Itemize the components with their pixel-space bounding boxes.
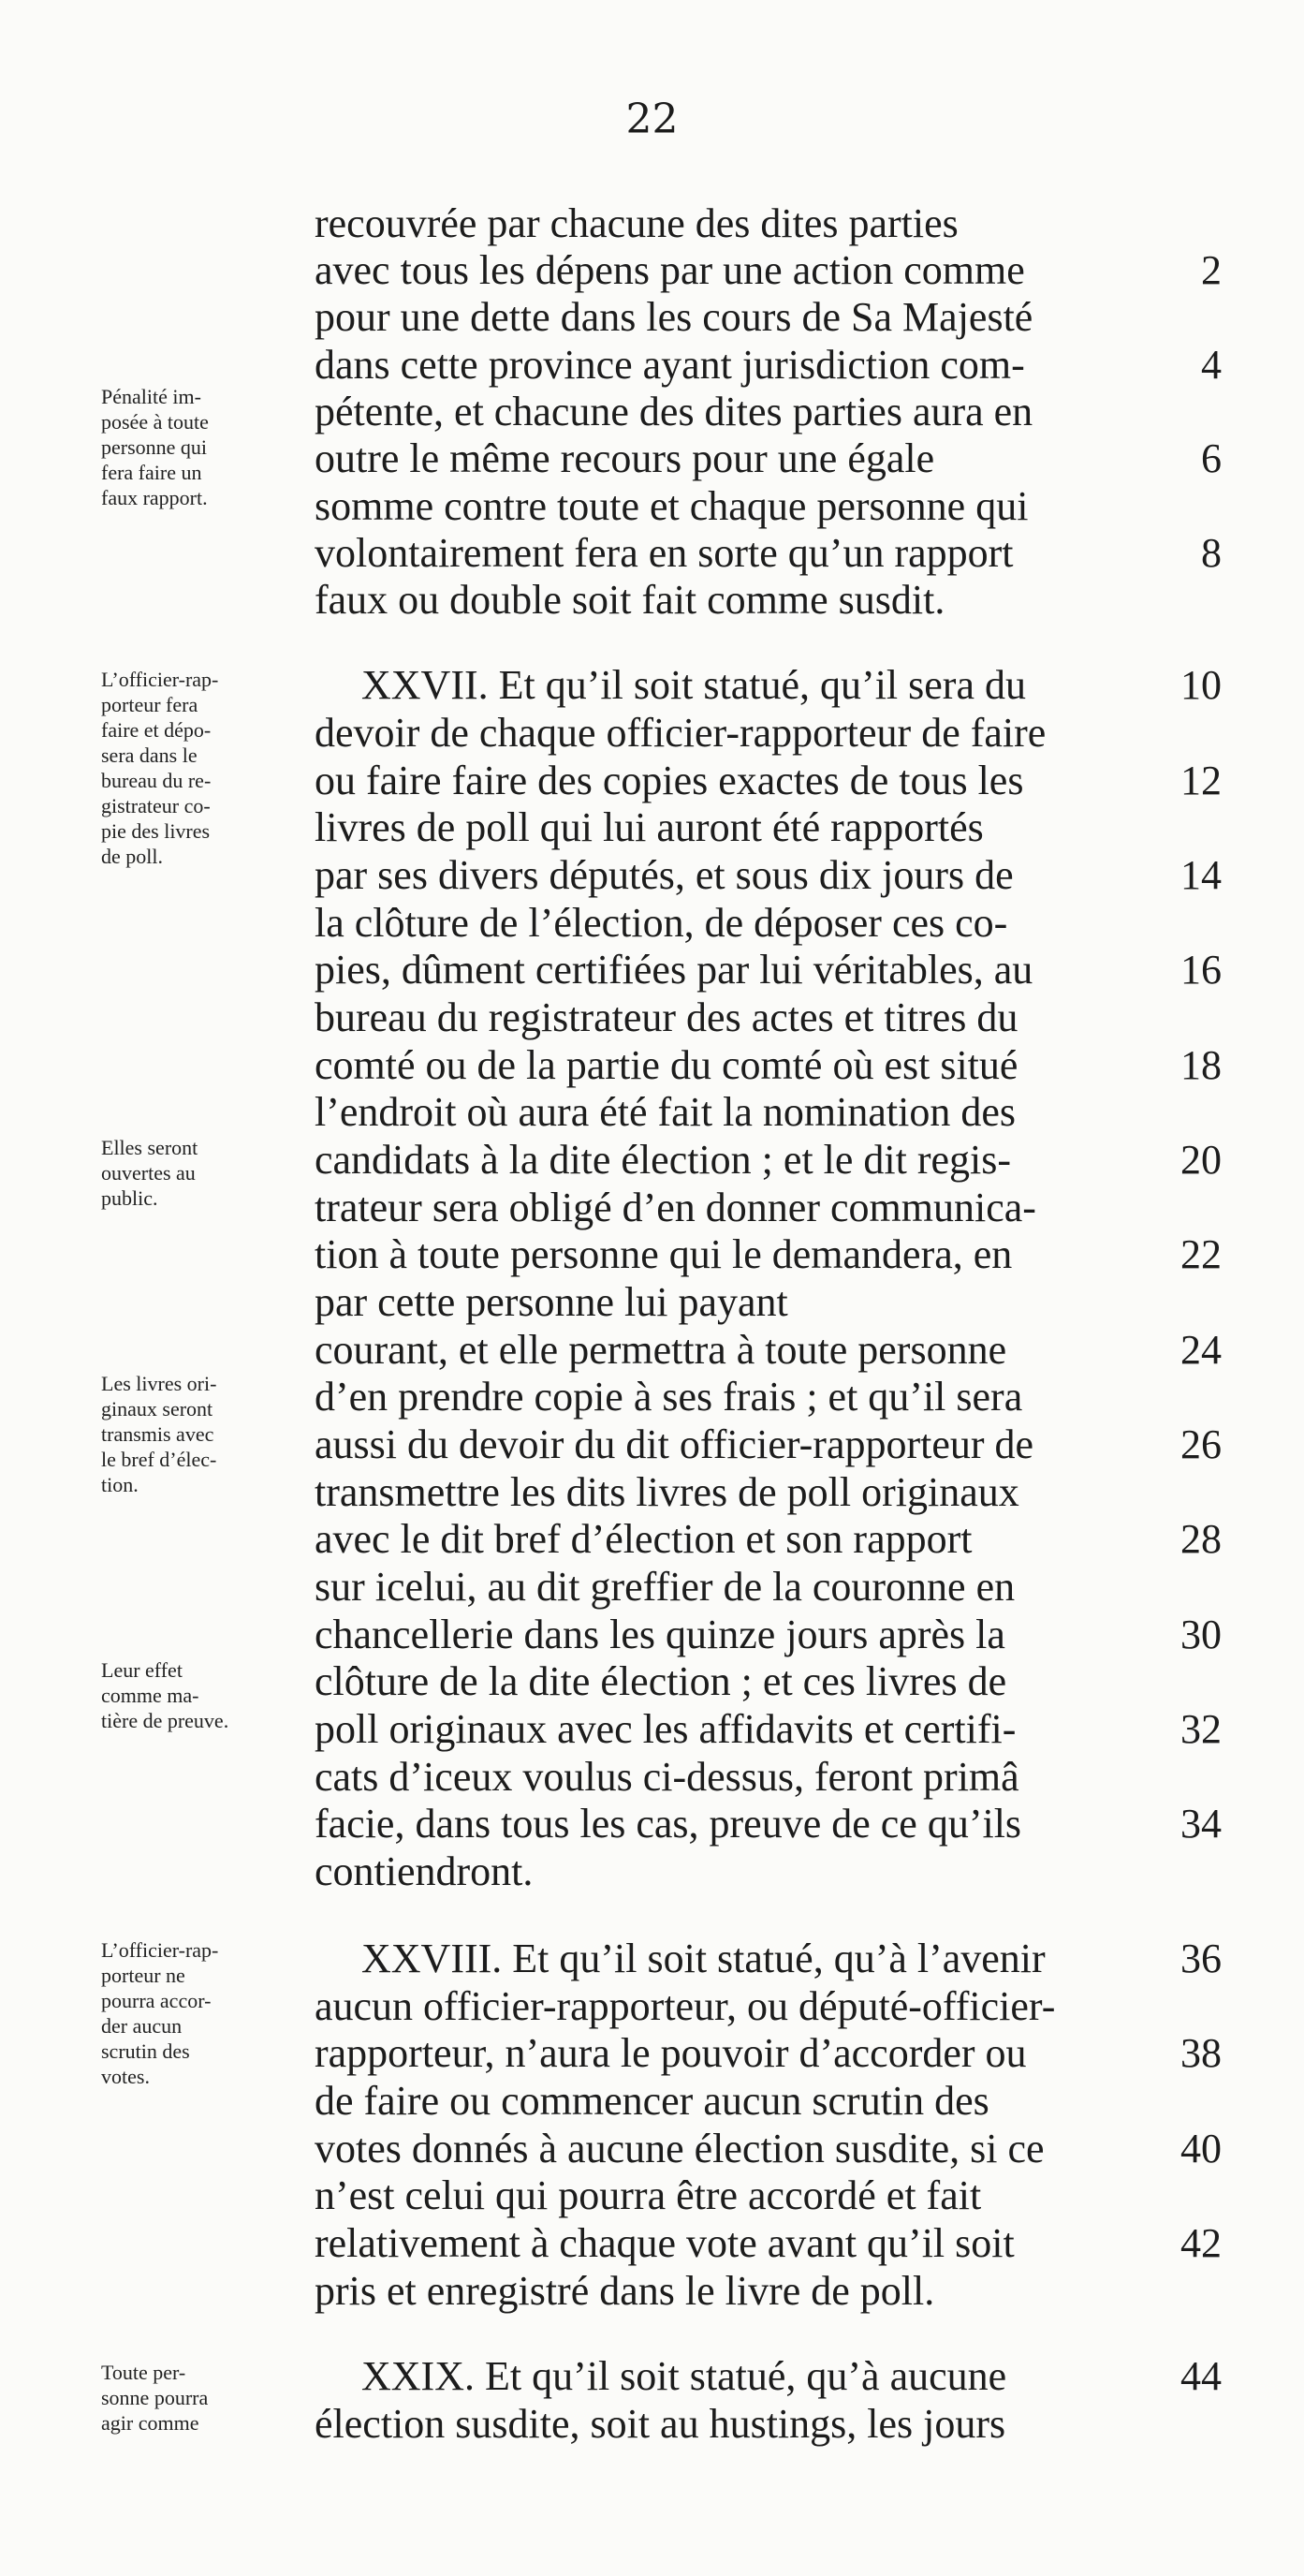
text-line: outre le même recours pour une égale	[315, 435, 935, 481]
line-number: 26	[1180, 1421, 1222, 1467]
line-number: 36	[1180, 1936, 1222, 1981]
section-heading-xxix: XXIX. Et qu’il soit statué, qu’à aucune	[361, 2353, 1007, 2399]
margin-note: Toute per- sonne pourra agir comme	[101, 2361, 209, 2435]
text-line: volontairement fera en sorte qu’un rapport	[315, 530, 1014, 576]
line-number: 12	[1180, 758, 1222, 803]
line-number: 22	[1180, 1231, 1222, 1277]
text-line: ou faire faire des copies exactes de tous les	[315, 758, 1024, 803]
line-number: 34	[1180, 1801, 1222, 1847]
text-line: aussi du devoir du dit officier-rapporteur de	[315, 1421, 1034, 1467]
margin-note: Pénalité im- posée à toute personne qui fera faire un faux rapport.	[101, 385, 209, 509]
line-number: 6	[1201, 435, 1222, 481]
margin-note: L’officier-rap- porteur fera faire et dépo- sera dans le bureau du re- gistrateur co- pie des livres de poll.	[101, 668, 219, 868]
line-number: 8	[1201, 530, 1222, 576]
line-number: 10	[1180, 662, 1222, 708]
text-line: n’est celui qui pourra être accordé et fait	[315, 2172, 982, 2218]
line-number: 40	[1180, 2126, 1222, 2171]
text-line: votes donnés à aucune élection susdite, si ce	[315, 2126, 1045, 2171]
text-line: facie, dans tous les cas, preuve de ce qu’ils	[315, 1801, 1022, 1847]
line-number: 24	[1180, 1327, 1222, 1373]
line-number: 32	[1180, 1706, 1222, 1752]
line-number: 2	[1201, 247, 1222, 293]
text-line: la clôture de l’élection, de déposer ces co-	[315, 900, 1008, 946]
text-line: trateur sera obligé d’en donner communica-	[315, 1185, 1036, 1230]
text-line: élection susdite, soit au hustings, les jours	[315, 2401, 1006, 2447]
text-line: poll originaux avec les affidavits et certifi-	[315, 1706, 1017, 1752]
line-number: 18	[1180, 1042, 1222, 1088]
text-line: par ses divers députés, et sous dix jours de	[315, 852, 1014, 898]
line-number: 42	[1180, 2220, 1222, 2266]
section-heading-xxvii: XXVII. Et qu’il soit statué, qu’il sera du	[361, 662, 1026, 708]
margin-note: L’officier-rap- porteur ne pourra accor- der aucun scrutin des votes.	[101, 1938, 219, 2088]
text-line: pris et enregistré dans le livre de poll.	[315, 2268, 935, 2314]
line-number: 38	[1180, 2030, 1222, 2076]
text-line: rapporteur, n’aura le pouvoir d’accorder ou	[315, 2030, 1027, 2076]
text-line: clôture de la dite élection ; et ces livres de	[315, 1658, 1007, 1704]
text-line: chancellerie dans les quinze jours après la	[315, 1612, 1005, 1657]
line-number: 28	[1180, 1516, 1222, 1562]
margin-note: Les livres ori- ginaux seront transmis avec le bref d’élec- tion.	[101, 1372, 217, 1496]
section-heading-xxviii: XXVIII. Et qu’il soit statué, qu’à l’avenir	[361, 1936, 1046, 1981]
text-line: recouvrée par chacune des dites parties	[315, 200, 959, 246]
text-line: courant, et elle permettra à toute personne	[315, 1327, 1007, 1373]
line-number: 20	[1180, 1137, 1222, 1183]
text-line: de faire ou commencer aucun scrutin des	[315, 2078, 989, 2124]
text-line: pies, dûment certifiées par lui véritables, au	[315, 947, 1033, 993]
text-line: par cette personne lui payant	[315, 1279, 788, 1325]
text-line: pour une dette dans les cours de Sa Majesté	[315, 294, 1033, 340]
text-line: faux ou double soit fait comme susdit.	[315, 577, 945, 623]
text-line: tion à toute personne qui le demandera, en	[315, 1231, 1013, 1277]
text-line: dans cette province ayant jurisdiction com-	[315, 342, 1025, 388]
text-line: aucun officier-rapporteur, ou député-officier-	[315, 1983, 1056, 2029]
margin-note: Elles seront ouvertes au public.	[101, 1136, 198, 1210]
text-line: cats d’iceux voulus ci-dessus, feront primâ	[315, 1754, 1019, 1800]
text-line: comté ou de la partie du comté où est situé	[315, 1042, 1018, 1088]
text-line: relativement à chaque vote avant qu’il soit	[315, 2220, 1015, 2266]
text-line: contiendront.	[315, 1848, 534, 1894]
text-line: transmettre les dits livres de poll originaux	[315, 1469, 1019, 1515]
text-line: d’en prendre copie à ses frais ; et qu’il sera	[315, 1374, 1023, 1420]
text-line: devoir de chaque officier-rapporteur de faire	[315, 710, 1047, 756]
line-number: 14	[1180, 852, 1222, 898]
line-number: 30	[1180, 1612, 1222, 1657]
text-line: avec le dit bref d’élection et son rapport	[315, 1516, 973, 1562]
text-line: candidats à la dite élection ; et le dit regis-	[315, 1137, 1012, 1183]
text-line: sur icelui, au dit greffier de la couronne en	[315, 1564, 1016, 1610]
line-number: 16	[1180, 947, 1222, 993]
line-number: 44	[1180, 2353, 1222, 2399]
text-line: bureau du registrateur des actes et titres du	[315, 994, 1018, 1040]
text-line: l’endroit où aura été fait la nomination des	[315, 1089, 1016, 1135]
text-line: somme contre toute et chaque personne qui	[315, 483, 1029, 529]
text-line: livres de poll qui lui auront été rapportés	[315, 804, 984, 850]
text-line: pétente, et chacune des dites parties aura en	[315, 389, 1033, 434]
line-number: 4	[1201, 342, 1222, 388]
text-line: avec tous les dépens par une action comme	[315, 247, 1025, 293]
page-number: 22	[625, 96, 679, 143]
margin-note: Leur effet comme ma- tière de preuve.	[101, 1658, 229, 1732]
